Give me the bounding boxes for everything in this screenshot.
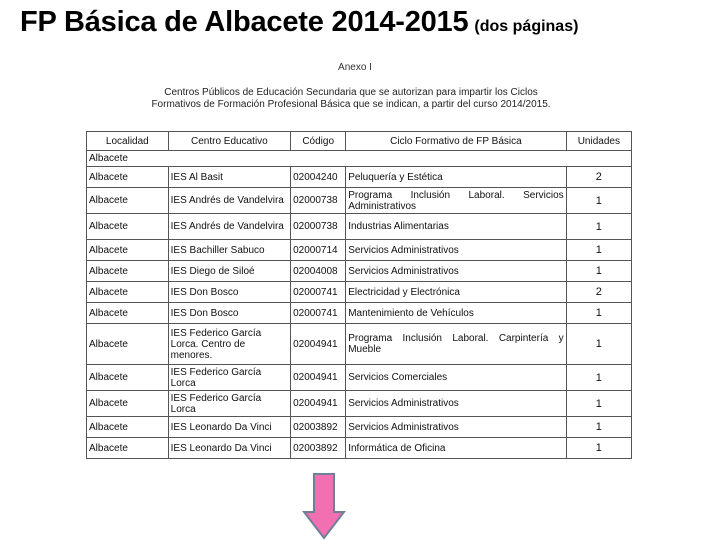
table-row xyxy=(87,261,632,282)
centers-table xyxy=(86,131,632,459)
cell-centro: IES Diego de Siloé xyxy=(168,261,290,282)
cell-localidad: Albacete xyxy=(87,438,169,459)
slide-title xyxy=(20,6,578,39)
group-row xyxy=(87,151,632,167)
header-centro: Centro Educativo xyxy=(168,132,290,151)
cell-codigo: 02004941 xyxy=(291,324,346,365)
cell-localidad: Albacete xyxy=(87,324,169,365)
header-localidad: Localidad xyxy=(87,132,169,151)
cell-codigo: 02003892 xyxy=(291,417,346,438)
cell-unidades: 2 xyxy=(566,282,631,303)
table-header-row xyxy=(87,132,632,151)
group-label: Albacete xyxy=(87,151,169,167)
table-row xyxy=(87,438,632,459)
cell-centro: IES Federico García Lorca xyxy=(168,391,290,417)
cell-localidad: Albacete xyxy=(87,282,169,303)
cell-centro: IES Leonardo Da Vinci xyxy=(168,438,290,459)
cell-ciclo: Servicios Administrativos xyxy=(346,261,566,282)
cell-ciclo: Peluquería y Estética xyxy=(346,167,566,188)
cell-ciclo: Informática de Oficina xyxy=(346,438,566,459)
table-row xyxy=(87,417,632,438)
header-codigo: Código xyxy=(291,132,346,151)
cell-unidades: 1 xyxy=(566,417,631,438)
table-row xyxy=(87,324,632,365)
table-row xyxy=(87,214,632,240)
title-subtitle: (dos páginas) xyxy=(474,18,579,35)
cell-centro: IES Leonardo Da Vinci xyxy=(168,417,290,438)
intro-line-1: Centros Públicos de Educación Secundaria que se autorizan para impartir los Ciclos xyxy=(164,87,538,98)
cell-codigo: 02000741 xyxy=(291,282,346,303)
cell-ciclo: Programa Inclusión Laboral. Carpintería y Mueble xyxy=(346,324,566,365)
cell-codigo: 02004941 xyxy=(291,365,346,391)
cell-codigo: 02000738 xyxy=(291,188,346,214)
cell-codigo: 02004240 xyxy=(291,167,346,188)
cell-localidad: Albacete xyxy=(87,188,169,214)
cell-ciclo: Servicios Administrativos xyxy=(346,417,566,438)
title-main: FP Básica de Albacete 2014-2015 xyxy=(20,6,469,38)
cell-ciclo: Electricidad y Electrónica xyxy=(346,282,566,303)
cell-unidades: 1 xyxy=(566,324,631,365)
cell-ciclo: Servicios Administrativos xyxy=(346,391,566,417)
annex-label: Anexo I xyxy=(338,62,372,73)
cell-localidad: Albacete xyxy=(87,417,169,438)
cell-unidades: 1 xyxy=(566,438,631,459)
cell-centro: IES Andrés de Vandelvira xyxy=(168,214,290,240)
intro-text xyxy=(68,87,634,111)
document-header xyxy=(86,62,634,111)
down-arrow-icon[interactable] xyxy=(302,472,346,540)
cell-localidad: Albacete xyxy=(87,214,169,240)
cell-ciclo: Servicios Comerciales xyxy=(346,365,566,391)
cell-centro: IES Don Bosco xyxy=(168,303,290,324)
header-unidades: Unidades xyxy=(566,132,631,151)
cell-codigo: 02000741 xyxy=(291,303,346,324)
table-row xyxy=(87,240,632,261)
cell-centro: IES Al Basit xyxy=(168,167,290,188)
cell-unidades: 1 xyxy=(566,240,631,261)
header-ciclo: Ciclo Formativo de FP Básica xyxy=(346,132,566,151)
cell-localidad: Albacete xyxy=(87,391,169,417)
cell-codigo: 02000714 xyxy=(291,240,346,261)
cell-codigo: 02004008 xyxy=(291,261,346,282)
table-row xyxy=(87,282,632,303)
cell-localidad: Albacete xyxy=(87,167,169,188)
cell-unidades: 2 xyxy=(566,167,631,188)
cell-localidad: Albacete xyxy=(87,303,169,324)
cell-centro: IES Federico García Lorca xyxy=(168,365,290,391)
table-row xyxy=(87,303,632,324)
cell-ciclo: Industrias Alimentarias xyxy=(346,214,566,240)
table-row xyxy=(87,391,632,417)
cell-codigo: 02000738 xyxy=(291,214,346,240)
cell-unidades: 1 xyxy=(566,303,631,324)
cell-localidad: Albacete xyxy=(87,365,169,391)
cell-unidades: 1 xyxy=(566,365,631,391)
table-row xyxy=(87,167,632,188)
cell-centro: IES Don Bosco xyxy=(168,282,290,303)
cell-unidades: 1 xyxy=(566,188,631,214)
cell-unidades: 1 xyxy=(566,261,631,282)
cell-localidad: Albacete xyxy=(87,240,169,261)
cell-codigo: 02003892 xyxy=(291,438,346,459)
cell-ciclo: Servicios Administrativos xyxy=(346,240,566,261)
cell-ciclo: Mantenimiento de Vehículos xyxy=(346,303,566,324)
cell-centro: IES Bachiller Sabuco xyxy=(168,240,290,261)
cell-unidades: 1 xyxy=(566,391,631,417)
cell-codigo: 02004941 xyxy=(291,391,346,417)
table-row xyxy=(87,365,632,391)
table-row xyxy=(87,188,632,214)
cell-centro: IES Andrés de Vandelvira xyxy=(168,188,290,214)
cell-unidades: 1 xyxy=(566,214,631,240)
cell-localidad: Albacete xyxy=(87,261,169,282)
cell-centro: IES Federico García Lorca. Centro de menores. xyxy=(168,324,290,365)
intro-line-2: Formativos de Formación Profesional Básica que se indican, a partir del curso 2014/2015. xyxy=(151,99,551,110)
cell-ciclo: Programa Inclusión Laboral. Servicios Administrativos xyxy=(346,188,566,214)
